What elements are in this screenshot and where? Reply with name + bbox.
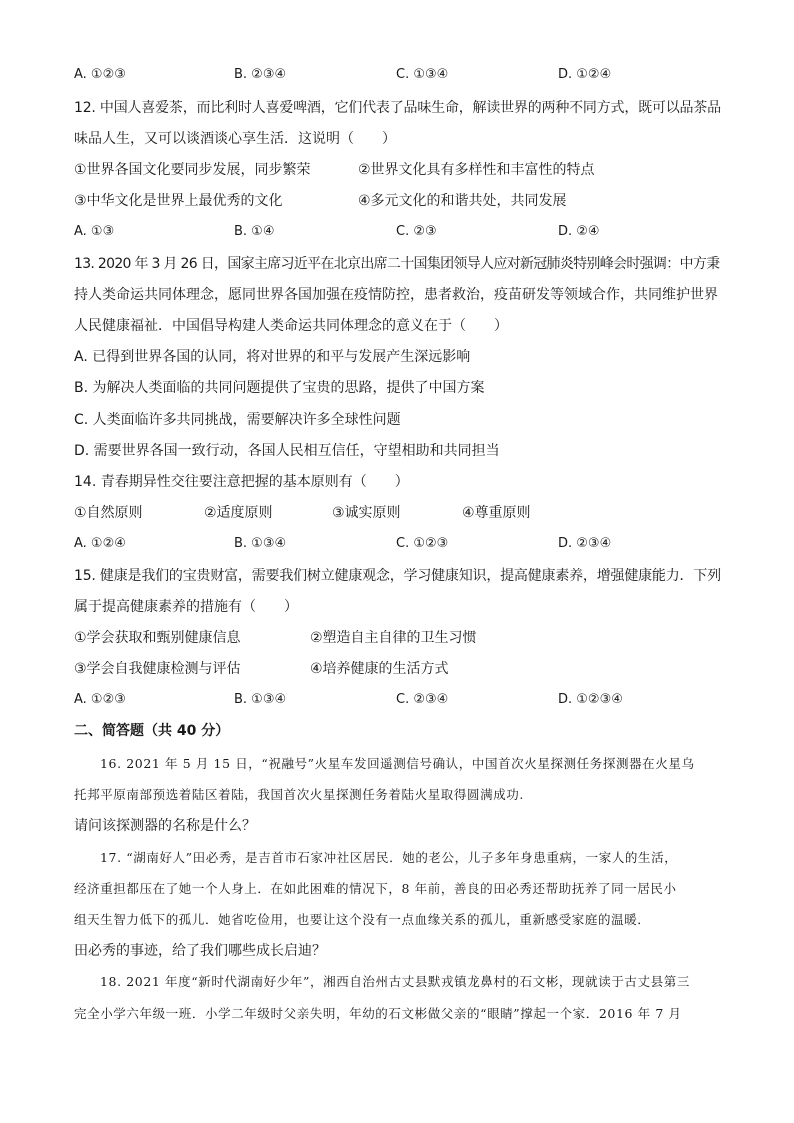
- q15-option-c[interactable]: C. ②③④: [396, 692, 449, 707]
- section-2-heading: 二、简答题（共 40 分）: [74, 723, 230, 739]
- q16-material-line-2: 托邦平原南部预选着陆区着陆，我国首次火星探测任务着陆火星取得圆满成功.: [74, 787, 524, 802]
- q11-option-c[interactable]: C. ①③④: [396, 67, 449, 82]
- q13-option-c[interactable]: C. 人类面临许多共同挑战，需要解决许多全球性问题: [74, 412, 401, 428]
- q12-items-row-1: [74, 160, 724, 180]
- q12-option-c[interactable]: C. ②③: [396, 224, 437, 239]
- q15-option-a[interactable]: A. ①②③: [74, 692, 126, 707]
- q16-material-line-1: 16. 2021 年 5 月 15 日，“祝融号”火星车发回遥测信号确认，中国首次火星探测任务探测器在火星乌: [100, 756, 695, 771]
- q15-item-3: ③学会自我健康检测与评估: [74, 661, 241, 677]
- q12-item-4: ④多元文化的和谐共处，共同发展: [358, 193, 567, 209]
- q14-item-1: ①自然原则: [74, 505, 143, 521]
- q13-option-b[interactable]: B. 为解决人类面临的共同问题提供了宝贵的思路，提供了中国方案: [74, 380, 485, 396]
- q13-option-a[interactable]: A. 已得到世界各国的认同，将对世界的和平与发展产生深远影响: [74, 349, 471, 365]
- q17-material-line-2: 经济重担都压在了她一个人身上．在如此困难的情况下，8 年前，善良的田必秀还帮助抚养了同一居民小: [74, 881, 677, 896]
- q12-option-b[interactable]: B. ①④: [234, 224, 275, 239]
- q14-stem: 14. 青春期异性交往要注意把握的基本原则有（ ）: [74, 474, 409, 490]
- q18-material-line-2: 完全小学六年级一班．小学二年级时父亲失明，年幼的石文彬做父亲的“眼睛”撑起一个家．2016 年 7 月: [74, 1006, 682, 1021]
- q14-item-2: ②适度原则: [204, 505, 273, 521]
- q13-option-d[interactable]: D. 需要世界各国一致行动，各国人民相互信任，守望相助和共同担当: [74, 443, 500, 459]
- q12-stem-line-2: 味品人生，又可以谈酒谈心享生活．这说明（ ）: [74, 131, 396, 147]
- q17-question: 田必秀的事迹，给了我们哪些成长启迪？: [74, 943, 326, 959]
- q15-item-1: ①学会获取和甄别健康信息: [74, 630, 241, 646]
- q11-option-a[interactable]: A. ①②③: [74, 67, 126, 82]
- q14-options: [74, 534, 724, 554]
- q17-material-line-1: 17. “湖南好人”田必秀，是吉首市石家冲社区居民．她的老公，儿子多年身患重病，一家人的生活，: [100, 850, 678, 865]
- q17-material-line-3: 组天生智力低下的孤儿．她省吃俭用，也要让这个没有一点血缘关系的孤儿，重新感受家庭的温暖．: [74, 912, 651, 927]
- q15-item-2: ②塑造自主自律的卫生习惯: [310, 630, 477, 646]
- q12-items-row-2: [74, 191, 724, 211]
- q12-option-d[interactable]: D. ②④: [558, 224, 600, 239]
- q12-options: [74, 222, 724, 242]
- q12-item-1: ①世界各国文化要同步发展，同步繁荣: [74, 162, 311, 178]
- q15-stem-line-1: 15. 健康是我们的宝贵财富，需要我们树立健康观念，学习健康知识，提高健康素养，增强健康能力．下列: [74, 568, 721, 584]
- q15-option-b[interactable]: B. ①③④: [234, 692, 287, 707]
- q14-option-a[interactable]: A. ①②④: [74, 536, 126, 551]
- q15-items-row-2: [74, 659, 724, 679]
- q11-option-d[interactable]: D. ①②④: [558, 67, 612, 82]
- q12-item-2: ②世界文化具有多样性和丰富性的特点: [358, 162, 595, 178]
- q15-items-row-1: [74, 628, 724, 648]
- q12-item-3: ③中华文化是世界上最优秀的文化: [74, 193, 283, 209]
- q18-material-line-1: 18. 2021 年度“新时代湖南好少年”，湘西自治州古丈县默戎镇龙鼻村的石文彬，现就读于古丈县第三: [100, 974, 690, 989]
- q14-option-d[interactable]: D. ②③④: [558, 536, 612, 551]
- q11-options: [74, 65, 724, 85]
- q14-option-c[interactable]: C. ①②③: [396, 536, 449, 551]
- q15-stem-line-2: 属于提高健康素养的措施有（ ）: [74, 599, 298, 615]
- q15-options: [74, 690, 724, 710]
- q11-option-b[interactable]: B. ②③④: [234, 67, 287, 82]
- q12-option-a[interactable]: A. ①③: [74, 224, 115, 239]
- q14-items-row: [74, 503, 724, 523]
- q14-item-3: ③诚实原则: [332, 505, 401, 521]
- q12-stem-line-1: 12. 中国人喜爱茶，而比利时人喜爱啤酒，它们代表了品味生命，解读世界的两种不同方式，既可以品茶品: [74, 100, 721, 116]
- q13-stem-line-1: 13. 2020 年 3 月 26 日，国家主席习近平在北京出席二十国集团领导人应对新冠肺炎特别峰会时强调：中方秉: [74, 256, 720, 272]
- q13-stem-line-3: 人民健康福祉．中国倡导构建人类命运共同体理念的意义在于（ ）: [74, 318, 508, 334]
- q16-question: 请问该探测器的名称是什么？: [74, 818, 256, 834]
- q15-item-4: ④培养健康的生活方式: [310, 661, 449, 677]
- q15-option-d[interactable]: D. ①②③④: [558, 692, 623, 707]
- q14-option-b[interactable]: B. ①③④: [234, 536, 287, 551]
- q14-item-4: ④尊重原则: [462, 505, 531, 521]
- q13-stem-line-2: 持人类命运共同体理念，愿同世界各国加强在疫情防控，患者救治，疫苗研发等领域合作，共同维护世界: [74, 287, 718, 303]
